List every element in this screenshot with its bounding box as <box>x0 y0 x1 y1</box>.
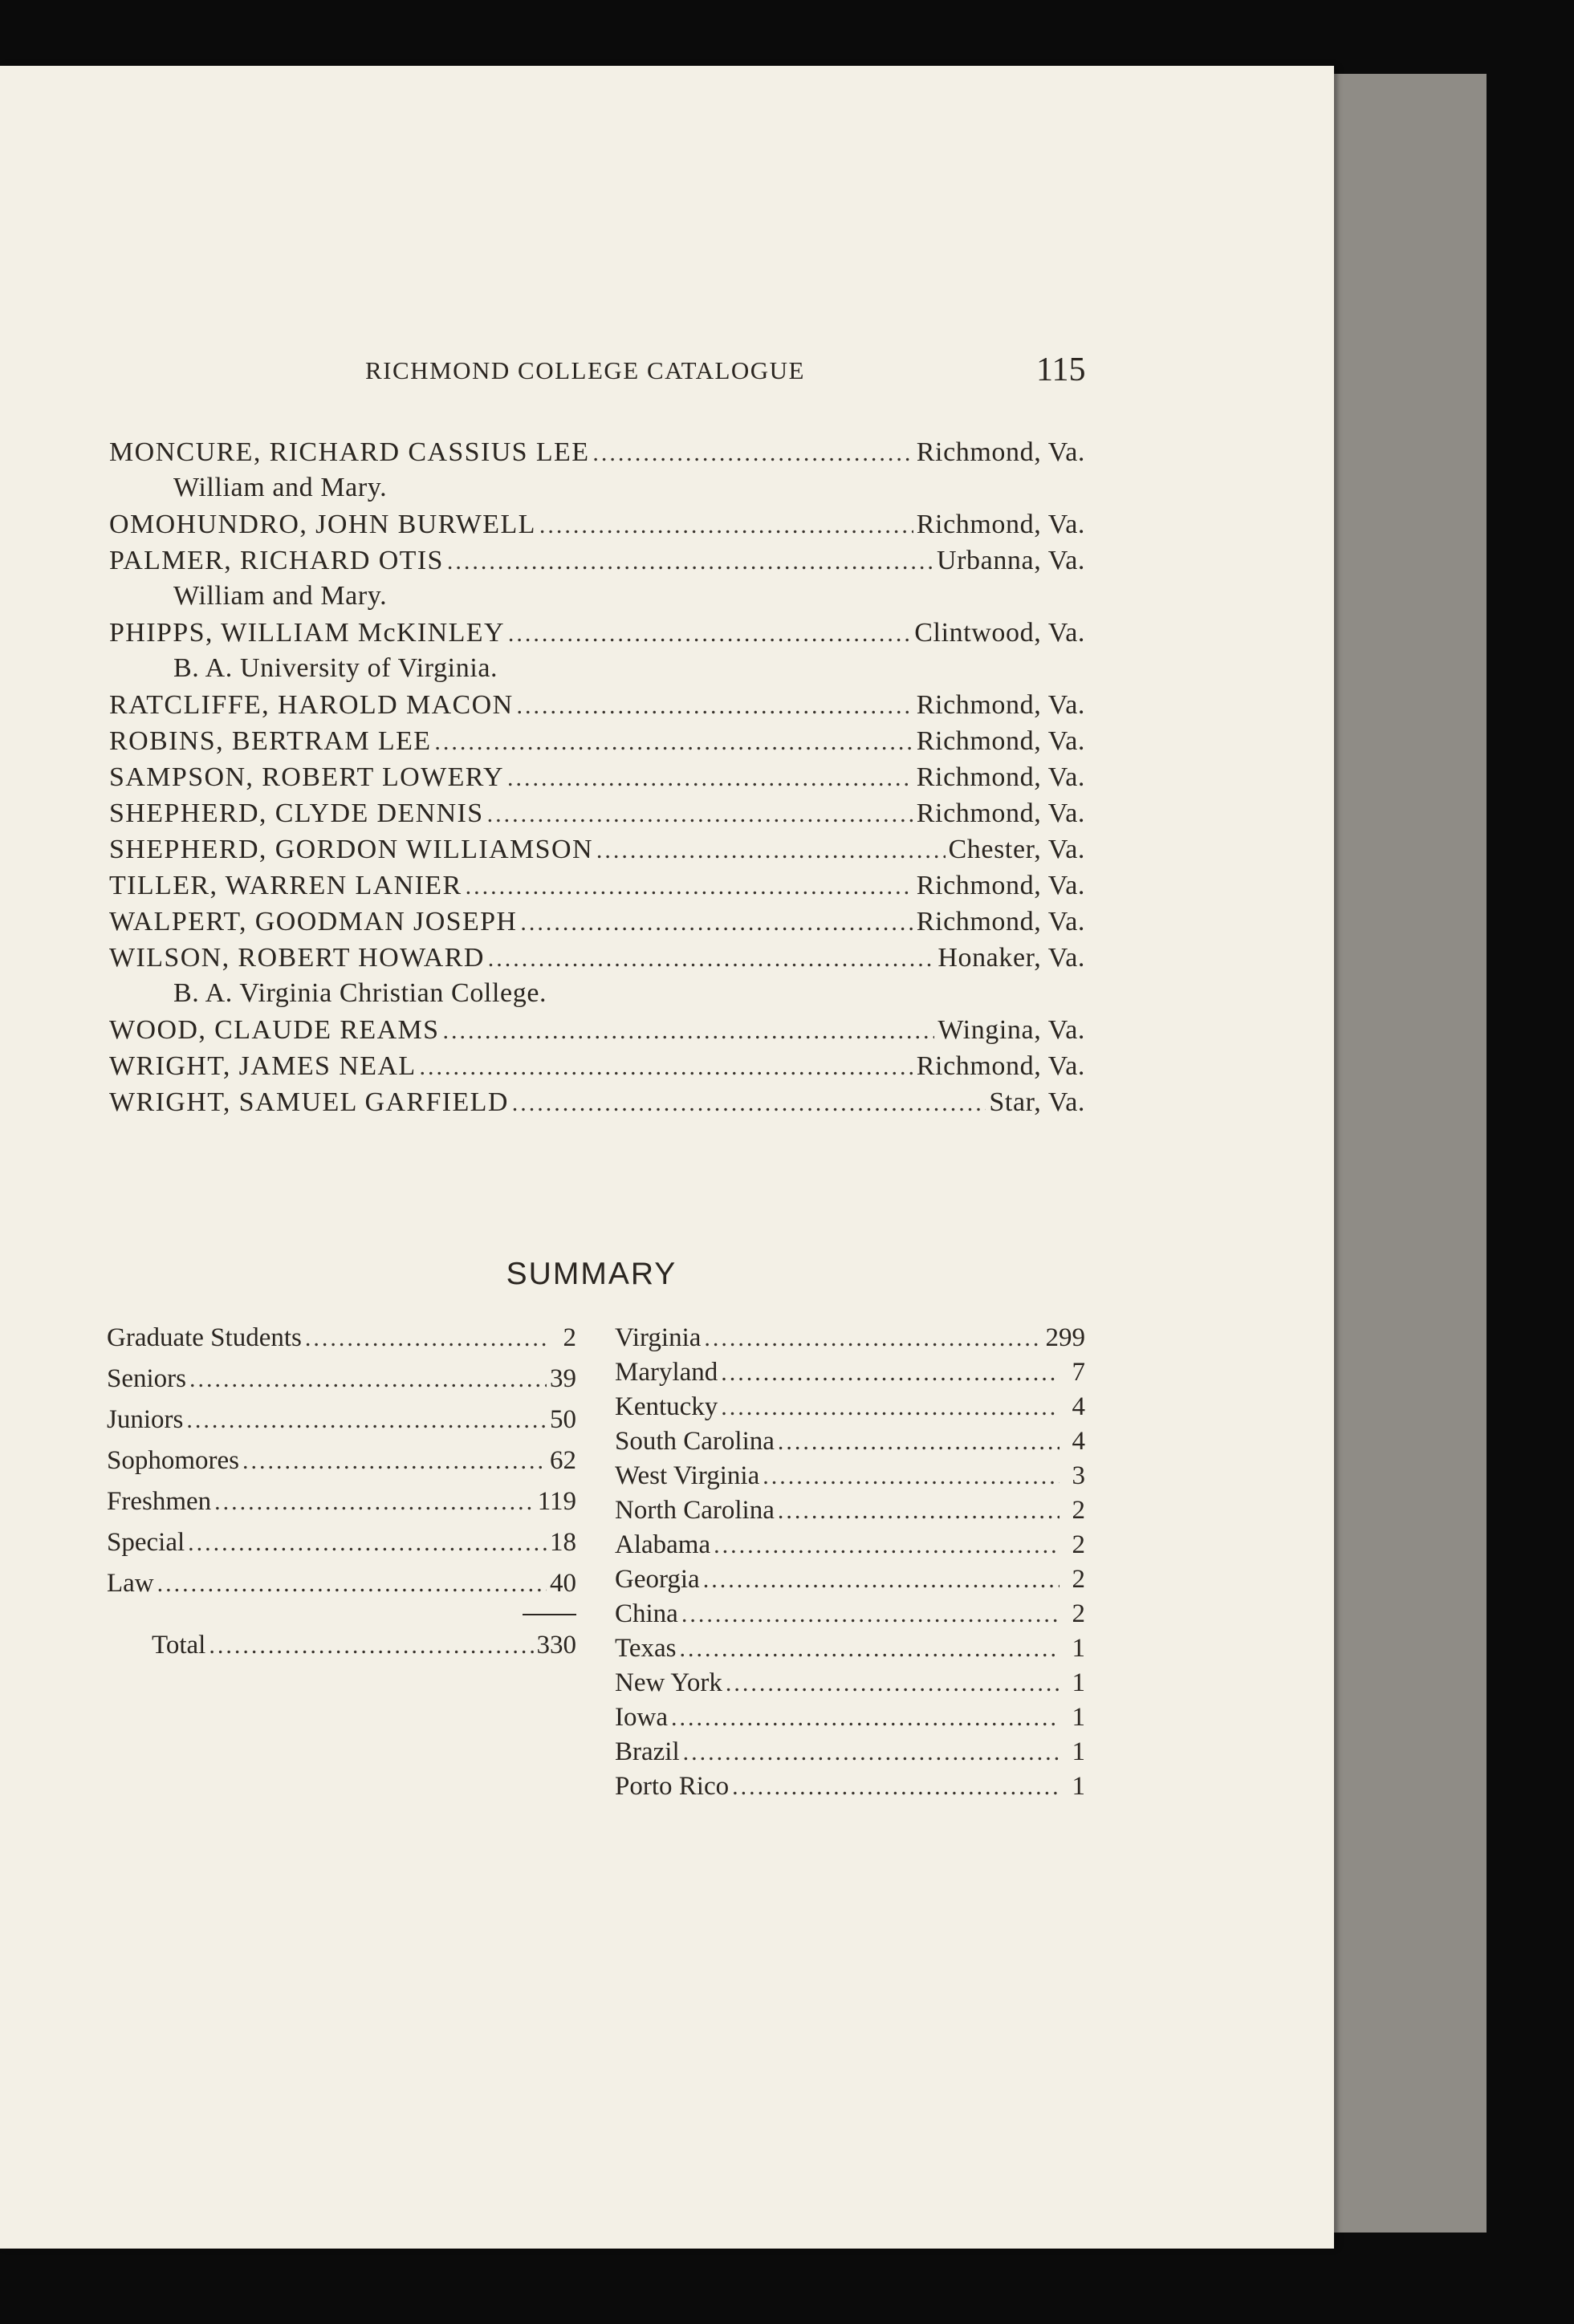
summary-title: SUMMARY <box>506 1257 677 1291</box>
summary-state-row <box>615 1562 1085 1597</box>
dot-leader <box>242 1440 547 1481</box>
dot-leader <box>442 1014 934 1048</box>
dot-leader <box>726 1666 1060 1700</box>
summary-by-state <box>615 1321 1085 1804</box>
student-entry <box>109 1085 1085 1119</box>
dot-leader <box>209 1625 533 1666</box>
summary-state-row <box>615 1321 1085 1355</box>
summary-state-row <box>615 1390 1085 1424</box>
summary-state-row <box>615 1735 1085 1769</box>
dot-leader <box>539 508 913 542</box>
student-name: WOOD, CLAUDE REAMS <box>109 1015 440 1045</box>
summary-class-count: 2 <box>563 1323 576 1352</box>
student-hometown: Richmond, Va. <box>916 798 1085 828</box>
dot-leader <box>186 1400 547 1440</box>
student-entry <box>109 688 1085 722</box>
dot-leader <box>447 544 933 579</box>
student-name: SHEPHERD, GORDON WILLIAMSON <box>109 835 593 864</box>
summary-state-row <box>615 1666 1085 1700</box>
dot-leader <box>763 1459 1060 1493</box>
student-row <box>109 796 1085 831</box>
student-row <box>109 507 1085 542</box>
running-head: RICHMOND COLLEGE CATALOGUE <box>365 356 805 384</box>
summary-state-label: Maryland <box>615 1358 718 1387</box>
student-prior-degree: William and Mary. <box>173 581 388 611</box>
summary-state-label: Brazil <box>615 1737 680 1766</box>
summary-by-class <box>107 1318 576 1666</box>
summary-state-label: South Carolina <box>615 1427 775 1456</box>
summary-total-label: Total <box>152 1631 206 1660</box>
summary-state-label: Iowa <box>615 1703 668 1732</box>
student-name: SAMPSON, ROBERT LOWERY <box>109 762 504 792</box>
student-hometown: Star, Va. <box>989 1087 1085 1117</box>
summary-class-label: Law <box>107 1569 154 1598</box>
total-rule <box>523 1614 576 1615</box>
student-name: PHIPPS, WILLIAM McKINLEY <box>109 618 505 648</box>
student-row <box>109 904 1085 939</box>
dot-leader <box>488 941 935 976</box>
dot-leader <box>508 616 911 651</box>
summary-state-row <box>615 1493 1085 1528</box>
student-row <box>109 616 1085 650</box>
summary-class-count: 119 <box>537 1487 576 1516</box>
summary-state-row <box>615 1424 1085 1459</box>
student-hometown: Richmond, Va. <box>916 726 1085 756</box>
student-hometown: Richmond, Va. <box>916 510 1085 539</box>
student-name: WRIGHT, SAMUEL GARFIELD <box>109 1087 509 1117</box>
dot-leader <box>214 1481 535 1522</box>
student-row <box>109 868 1085 903</box>
summary-state-label: North Carolina <box>615 1496 775 1525</box>
student-row <box>109 941 1085 975</box>
summary-state-label: Virginia <box>615 1323 702 1352</box>
summary-state-label: Georgia <box>615 1565 700 1594</box>
dot-leader <box>671 1700 1060 1735</box>
back-sheet <box>1316 74 1487 2233</box>
summary-class-label: Graduate Students <box>107 1323 302 1352</box>
summary-class-label: Freshmen <box>107 1487 212 1516</box>
dot-leader <box>507 761 913 795</box>
student-entry <box>109 796 1085 831</box>
student-entry <box>109 1013 1085 1047</box>
dot-leader <box>704 1321 1042 1355</box>
student-entry <box>109 1049 1085 1083</box>
summary-state-count: 4 <box>1072 1392 1085 1421</box>
student-entry <box>109 868 1085 903</box>
summary-state-row <box>615 1528 1085 1562</box>
summary-state-row <box>615 1631 1085 1666</box>
student-name: OMOHUNDRO, JOHN BURWELL <box>109 510 536 539</box>
student-hometown: Richmond, Va. <box>916 907 1085 937</box>
student-name: WILSON, ROBERT HOWARD <box>109 943 485 973</box>
dot-leader <box>732 1769 1060 1804</box>
student-name: WALPERT, GOODMAN JOSEPH <box>109 907 518 937</box>
dot-leader <box>778 1493 1060 1528</box>
summary-state-row <box>615 1769 1085 1804</box>
student-name: WRIGHT, JAMES NEAL <box>109 1051 417 1081</box>
dot-leader <box>714 1528 1060 1562</box>
summary-class-row <box>107 1318 576 1359</box>
summary-state-row <box>615 1597 1085 1631</box>
summary-state-label: West Virginia <box>615 1461 760 1490</box>
student-hometown: Clintwood, Va. <box>914 618 1085 648</box>
summary-state-count: 4 <box>1072 1427 1085 1456</box>
student-entry <box>109 760 1085 794</box>
summary-state-count: 2 <box>1072 1565 1085 1594</box>
summary-class-label: Seniors <box>107 1364 186 1393</box>
student-hometown: Richmond, Va. <box>916 871 1085 900</box>
student-entry <box>109 507 1085 542</box>
summary-state-count: 2 <box>1072 1599 1085 1628</box>
dot-leader <box>683 1735 1060 1769</box>
dot-leader <box>592 436 913 470</box>
summary-state-label: Kentucky <box>615 1392 718 1421</box>
summary-state-row <box>615 1355 1085 1390</box>
summary-state-count: 2 <box>1072 1496 1085 1525</box>
student-row <box>109 724 1085 758</box>
summary-total-row <box>107 1625 576 1666</box>
summary-state-label: New York <box>615 1668 722 1697</box>
dot-leader <box>703 1562 1060 1597</box>
student-prior-degree: William and Mary. <box>173 473 388 502</box>
student-row <box>109 543 1085 578</box>
student-entry <box>109 724 1085 758</box>
summary-state-count: 3 <box>1072 1461 1085 1490</box>
student-prior-degree: B. A. University of Virginia. <box>173 653 498 683</box>
summary-class-label: Sophomores <box>107 1446 239 1475</box>
summary-class-row <box>107 1440 576 1481</box>
dot-leader <box>681 1597 1060 1631</box>
student-name: SHEPHERD, CLYDE DENNIS <box>109 798 484 828</box>
student-entry <box>109 832 1085 867</box>
summary-class-label: Juniors <box>107 1405 184 1434</box>
summary-state-label: Alabama <box>615 1530 711 1559</box>
summary-class-count: 50 <box>550 1405 576 1434</box>
student-name: RATCLIFFE, HAROLD MACON <box>109 690 514 720</box>
dot-leader <box>517 689 913 723</box>
dot-leader <box>434 725 913 759</box>
student-hometown: Honaker, Va. <box>937 943 1085 973</box>
summary-class-row <box>107 1563 576 1604</box>
dot-leader <box>778 1424 1060 1459</box>
summary-class-row <box>107 1400 576 1440</box>
student-entry <box>109 616 1085 686</box>
student-row <box>109 832 1085 867</box>
summary-state-count: 2 <box>1072 1530 1085 1559</box>
dot-leader <box>157 1563 547 1604</box>
catalogue-page <box>0 66 1334 2249</box>
summary-state-row <box>615 1459 1085 1493</box>
dot-leader <box>188 1522 547 1563</box>
summary-class-label: Special <box>107 1528 185 1557</box>
summary-state-label: Porto Rico <box>615 1772 730 1801</box>
student-entry <box>109 904 1085 939</box>
dot-leader <box>466 869 913 904</box>
student-name: MONCURE, RICHARD CASSIUS LEE <box>109 437 590 467</box>
student-hometown: Richmond, Va. <box>916 690 1085 720</box>
summary-state-label: Texas <box>615 1634 677 1663</box>
student-list <box>109 435 1085 1121</box>
student-row <box>109 760 1085 794</box>
student-hometown: Chester, Va. <box>948 835 1085 864</box>
summary-class-row <box>107 1359 576 1400</box>
dot-leader <box>596 833 946 867</box>
dot-leader <box>721 1390 1060 1424</box>
summary-total-count: 330 <box>536 1631 576 1660</box>
dot-leader <box>680 1631 1060 1666</box>
student-row <box>109 1049 1085 1083</box>
dot-leader <box>419 1050 913 1084</box>
summary-state-count: 1 <box>1072 1737 1085 1766</box>
dot-leader <box>721 1355 1060 1390</box>
student-name: TILLER, WARREN LANIER <box>109 871 462 900</box>
student-name: ROBINS, BERTRAM LEE <box>109 726 432 756</box>
student-hometown: Richmond, Va. <box>916 1051 1085 1081</box>
summary-state-row <box>615 1700 1085 1735</box>
summary-class-count: 18 <box>550 1528 576 1557</box>
summary-state-label: China <box>615 1599 678 1628</box>
summary-class-count: 62 <box>550 1446 576 1475</box>
page-number: 115 <box>1036 351 1086 388</box>
student-row <box>109 435 1085 469</box>
dot-leader <box>305 1318 551 1359</box>
summary-state-count: 1 <box>1072 1634 1085 1663</box>
student-row <box>109 1013 1085 1047</box>
summary-state-count: 1 <box>1072 1668 1085 1697</box>
summary-state-count: 1 <box>1072 1703 1085 1732</box>
dot-leader <box>512 1086 986 1120</box>
student-name: PALMER, RICHARD OTIS <box>109 546 444 575</box>
student-entry <box>109 435 1085 506</box>
student-hometown: Urbanna, Va. <box>936 546 1085 575</box>
dot-leader <box>189 1359 547 1400</box>
summary-class-row <box>107 1522 576 1563</box>
student-hometown: Richmond, Va. <box>916 762 1085 792</box>
student-row <box>109 688 1085 722</box>
student-hometown: Wingina, Va. <box>937 1015 1085 1045</box>
summary-state-count: 299 <box>1045 1323 1085 1352</box>
summary-class-row <box>107 1481 576 1522</box>
student-prior-degree: B. A. Virginia Christian College. <box>173 978 547 1008</box>
summary-class-count: 39 <box>550 1364 576 1393</box>
student-entry <box>109 941 1085 1011</box>
student-row <box>109 1085 1085 1119</box>
student-entry <box>109 543 1085 614</box>
student-hometown: Richmond, Va. <box>916 437 1085 467</box>
summary-class-count: 40 <box>550 1569 576 1598</box>
dot-leader <box>520 905 913 940</box>
summary-state-count: 1 <box>1072 1772 1085 1801</box>
dot-leader <box>487 797 913 831</box>
summary-state-count: 7 <box>1072 1358 1085 1387</box>
